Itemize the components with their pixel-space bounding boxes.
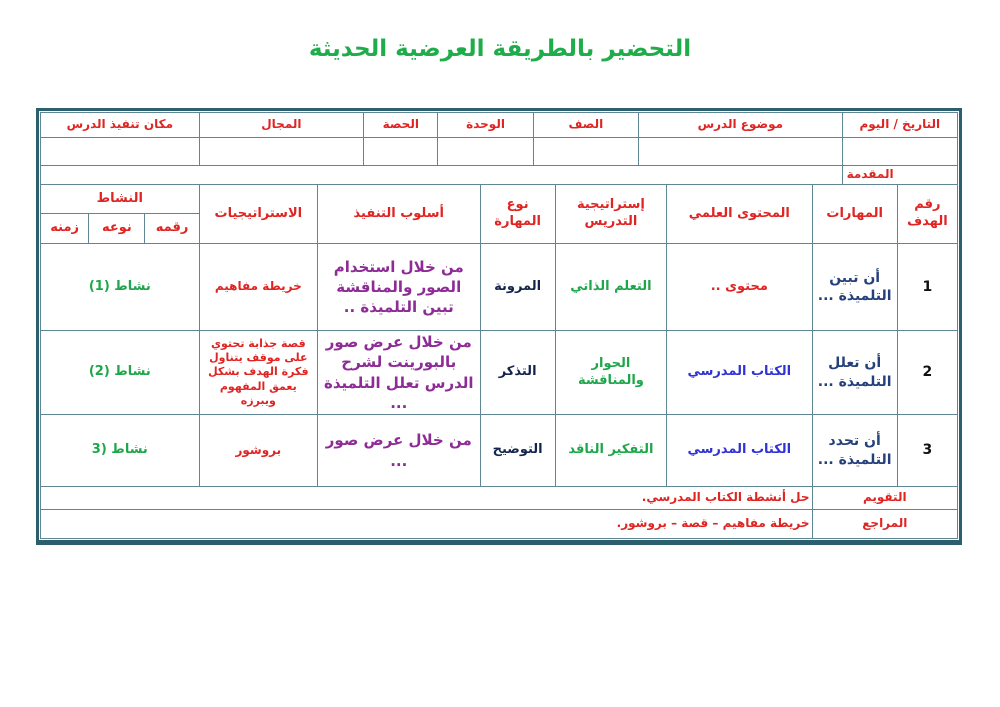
goal-row-1 [41, 244, 958, 331]
main-header-strategies: الاستراتيجيات [199, 185, 317, 244]
goal-row-3 [41, 415, 958, 487]
info-header-date-day: التاريخ / اليوم [842, 113, 957, 138]
goal-no-cell: 3 [897, 415, 957, 487]
info-header-lesson-subject: موضوع الدرس [639, 113, 843, 138]
execution-cell: من خلال عرض صور بالبورينت لشرح الدرس تعلل التلميذة ... [318, 331, 481, 415]
intro-value [41, 166, 843, 185]
activity-cell: نشاط (2) [41, 331, 200, 415]
activity-cell: نشاط (1) [41, 244, 200, 331]
main-header-skills: المهارات [812, 185, 897, 244]
main-header-teaching-strategy: إستراتيجية التدريس [555, 185, 666, 244]
info-value-field [199, 138, 364, 166]
strategies-cell: خريطة مفاهيم [199, 244, 317, 331]
execution-cell: من خلال عرض صور ... [318, 415, 481, 487]
info-value-lesson-subject [639, 138, 843, 166]
main-header-execution-method: أسلوب التنفيذ [318, 185, 481, 244]
intro-label: المقدمة [842, 166, 957, 185]
goal-row-2 [41, 331, 958, 415]
goal-no-cell: 2 [897, 331, 957, 415]
evaluation-value: حل أنشطة الكتاب المدرسي. [41, 487, 813, 510]
content-cell: الكتاب المدرسي [667, 331, 812, 415]
info-value-lesson-place [41, 138, 200, 166]
skills-cell: أن تعلل التلميذة ... [812, 331, 897, 415]
info-value-date-day [842, 138, 957, 166]
content-cell: الكتاب المدرسي [667, 415, 812, 487]
skills-cell: أن تحدد التلميذة ... [812, 415, 897, 487]
info-header-unit: الوحدة [438, 113, 533, 138]
main-header-goal-no: رقم الهدف [897, 185, 957, 244]
info-header-period: الحصة [364, 113, 438, 138]
info-value-period [364, 138, 438, 166]
goal-no-cell: 1 [897, 244, 957, 331]
activity-cell: نشاط (3 [41, 415, 200, 487]
skills-cell: أن تبين التلميذة ... [812, 244, 897, 331]
main-header-scientific-content: المحتوى العلمي [667, 185, 812, 244]
info-header-field: المجال [199, 113, 364, 138]
references-label: المراجع [812, 510, 957, 539]
main-header-skill-type: نوع المهارة [480, 185, 555, 244]
strategies-cell: قصة جذابة تحتوي على موقف يتناول فكرة الهدف بشكل يعمق المفهوم ويبرزه [199, 331, 317, 415]
evaluation-label: التقويم [812, 487, 957, 510]
skill-type-cell: المرونة [480, 244, 555, 331]
info-header-grade: الصف [533, 113, 638, 138]
main-header-activity-time: زمنه [41, 214, 89, 244]
info-header-lesson-place: مكان تنفيذ الدرس [41, 113, 200, 138]
page-title: التحضير بالطريقة العرضية الحديثة [308, 36, 692, 62]
teaching-strategy-cell: التفكير الناقد [555, 415, 666, 487]
teaching-strategy-cell: الحوار والمناقشة [555, 331, 666, 415]
main-header-activity: النشاط [41, 185, 200, 214]
strategies-cell: بروشور [199, 415, 317, 487]
content-cell: محتوى .. [667, 244, 812, 331]
main-header-activity-kind: نوعه [89, 214, 145, 244]
lesson-plan-frame [36, 108, 962, 545]
skill-type-cell: التوضيح [480, 415, 555, 487]
info-value-grade [533, 138, 638, 166]
main-header-activity-no: رقمه [145, 214, 199, 244]
teaching-strategy-cell: التعلم الذاتي [555, 244, 666, 331]
info-value-unit [438, 138, 533, 166]
references-value: خريطة مفاهيم – قصة – بروشور. [41, 510, 813, 539]
execution-cell: من خلال استخدام الصور والمناقشة تبين التلميذة .. [318, 244, 481, 331]
skill-type-cell: التذكر [480, 331, 555, 415]
lesson-plan-table [40, 112, 958, 539]
